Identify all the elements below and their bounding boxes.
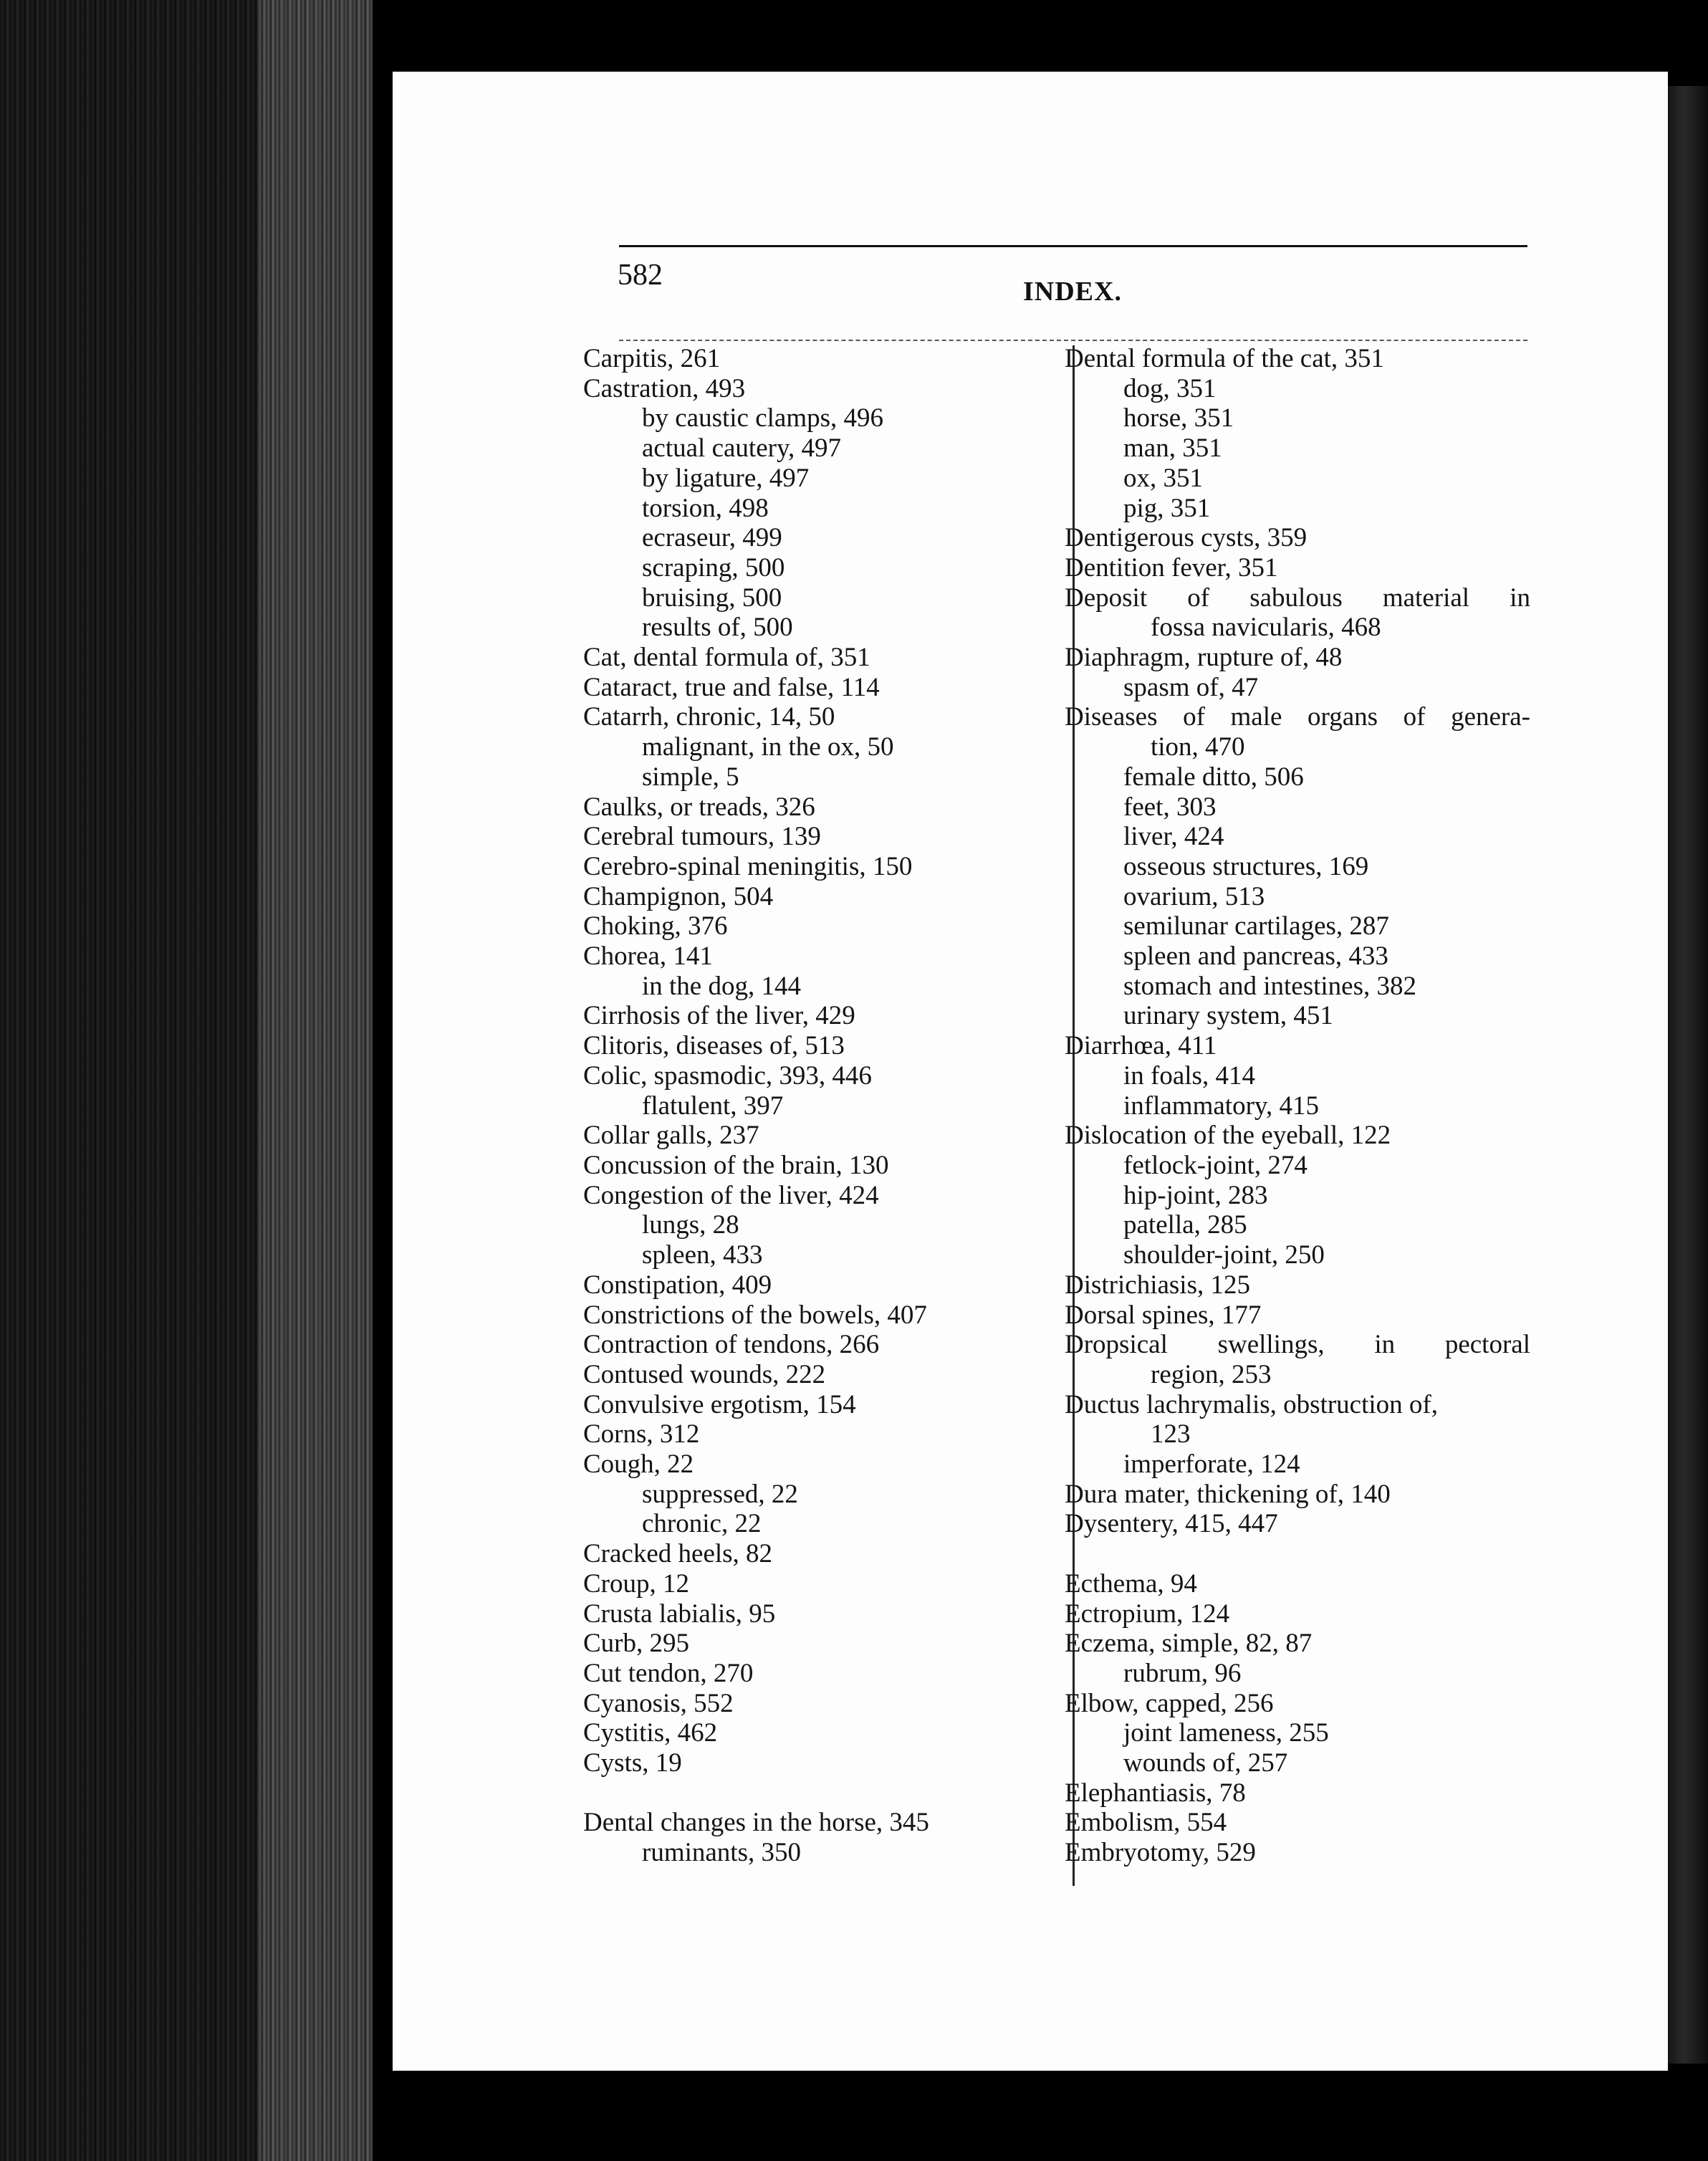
index-entry: Dropsical swellings, in pectoral: [1065, 1330, 1530, 1360]
index-entry: horse, 351: [1123, 403, 1234, 433]
index-entry: Dorsal spines, 177: [1065, 1300, 1262, 1330]
running-header: INDEX.: [1023, 277, 1122, 307]
index-entry: stomach and intestines, 382: [1123, 971, 1416, 1001]
index-entry: Croup, 12: [583, 1568, 689, 1599]
index-entry: Dental formula of the cat, 351: [1065, 344, 1384, 373]
index-entry: liver, 424: [1123, 822, 1224, 852]
index-entry: Deposit of sabulous material in: [1065, 583, 1530, 613]
index-entry: simple, 5: [642, 762, 739, 792]
index-entry: Embolism, 554: [1065, 1808, 1227, 1838]
index-entry: Colic, spasmodic, 393, 446: [583, 1060, 872, 1091]
index-entry: imperforate, 124: [1123, 1450, 1300, 1480]
index-entry: Concussion of the brain, 130: [583, 1150, 889, 1180]
index-entry: Districhiasis, 125: [1065, 1270, 1250, 1300]
index-entry: Dura mater, thickening of, 140: [1065, 1479, 1391, 1509]
index-entry: bruising, 500: [642, 583, 782, 613]
index-entry: by caustic clamps, 496: [642, 403, 884, 433]
index-entry: suppressed, 22: [642, 1479, 798, 1509]
index-entry: Elbow, capped, 256: [1065, 1688, 1274, 1718]
index-entry: scraping, 500: [642, 552, 785, 583]
index-entry: spleen and pancreas, 433: [1123, 941, 1388, 972]
index-entry: tion, 470: [1151, 732, 1245, 762]
index-entry: Dentition fever, 351: [1065, 552, 1278, 583]
index-entry: patella, 285: [1123, 1210, 1247, 1240]
index-entry: ruminants, 350: [642, 1838, 801, 1868]
index-entry: Cyanosis, 552: [583, 1688, 734, 1718]
index-entry: ox, 351: [1123, 463, 1203, 493]
index-entry: Congestion of the liver, 424: [583, 1180, 879, 1210]
index-entry: spleen, 433: [642, 1240, 763, 1270]
index-entry: Castration, 493: [583, 373, 746, 403]
index-entry: inflammatory, 415: [1123, 1091, 1319, 1121]
index-entry: Corns, 312: [583, 1419, 700, 1450]
index-entry: Cysts, 19: [583, 1748, 682, 1778]
right-page-edge: [1668, 86, 1708, 2064]
index-entry: Cut tendon, 270: [583, 1658, 754, 1688]
index-entry: female ditto, 506: [1123, 762, 1304, 792]
index-entry: in the dog, 144: [642, 971, 801, 1001]
index-entry: by ligature, 497: [642, 463, 810, 493]
index-entry: Cataract, true and false, 114: [583, 672, 880, 702]
index-entry: Cerebro-spinal meningitis, 150: [583, 851, 913, 881]
index-entry: semilunar cartilages, 287: [1123, 911, 1389, 941]
index-entry: man, 351: [1123, 433, 1222, 464]
index-entry: Cracked heels, 82: [583, 1539, 773, 1569]
index-entry: wounds of, 257: [1123, 1748, 1288, 1778]
page-edges: [0, 0, 373, 2161]
index-entry: Dental changes in the horse, 345: [583, 1808, 929, 1838]
index-entry: Dentigerous cysts, 359: [1065, 523, 1308, 553]
index-entry: rubrum, 96: [1123, 1658, 1242, 1688]
index-entry: spasm of, 47: [1123, 672, 1259, 702]
index-entry: results of, 500: [642, 613, 793, 643]
index-entry: Eczema, simple, 82, 87: [1065, 1629, 1313, 1659]
subheader-rule: [619, 340, 1527, 341]
index-entry: ovarium, 513: [1123, 881, 1265, 911]
index-entry: urinary system, 451: [1123, 1001, 1333, 1031]
index-entry: Diarrhœa, 411: [1065, 1031, 1217, 1061]
index-entry: Clitoris, diseases of, 513: [583, 1031, 845, 1061]
index-entry: Cat, dental formula of, 351: [583, 643, 870, 673]
index-entry: Contraction of tendons, 266: [583, 1330, 880, 1360]
index-entry: Diseases of male organs of genera-: [1065, 702, 1530, 732]
index-entry: Embryotomy, 529: [1065, 1838, 1256, 1868]
index-entry: Chorea, 141: [583, 941, 713, 972]
index-entry: fossa navicularis, 468: [1151, 613, 1381, 643]
index-entry: Ecthema, 94: [1065, 1568, 1197, 1599]
index-entry: Catarrh, chronic, 14, 50: [583, 702, 835, 732]
index-entry: Contused wounds, 222: [583, 1359, 826, 1389]
header-rule: [619, 245, 1527, 247]
index-entry: Collar galls, 237: [583, 1121, 759, 1151]
index-column-right: [1065, 344, 1530, 1868]
index-entry: ecraseur, 499: [642, 523, 782, 553]
index-entry: hip-joint, 283: [1123, 1180, 1268, 1210]
index-entry: Cirrhosis of the liver, 429: [583, 1001, 855, 1031]
index-entry: Caulks, or treads, 326: [583, 792, 815, 822]
index-entry: Convulsive ergotism, 154: [583, 1389, 856, 1419]
index-entry: Diaphragm, rupture of, 48: [1065, 643, 1343, 673]
index-entry: flatulent, 397: [642, 1091, 784, 1121]
index-entry: Champignon, 504: [583, 881, 774, 911]
index-column-left: [583, 344, 1056, 1868]
index-entry: Constipation, 409: [583, 1270, 772, 1300]
index-entry: lungs, 28: [642, 1210, 739, 1240]
page-number: 582: [618, 259, 663, 292]
index-entry: Dysentery, 415, 447: [1065, 1509, 1278, 1539]
index-entry: Carpitis, 261: [583, 344, 721, 373]
index-entry: Elephantiasis, 78: [1065, 1778, 1246, 1808]
index-entry: malignant, in the ox, 50: [642, 732, 894, 762]
index-entry: region, 253: [1151, 1359, 1272, 1389]
index-entry: feet, 303: [1123, 792, 1217, 822]
index-entry: Choking, 376: [583, 911, 728, 941]
index-entry: shoulder-joint, 250: [1123, 1240, 1325, 1270]
index-entry: 123: [1151, 1419, 1191, 1450]
index-entry: joint lameness, 255: [1123, 1718, 1329, 1748]
index-entry: in foals, 414: [1123, 1060, 1255, 1091]
index-entry: fetlock-joint, 274: [1123, 1150, 1308, 1180]
index-entry: Constrictions of the bowels, 407: [583, 1300, 927, 1330]
index-entry: Cystitis, 462: [583, 1718, 718, 1748]
index-entry: Ductus lachrymalis, obstruction of,: [1065, 1389, 1438, 1419]
index-entry: Cerebral tumours, 139: [583, 822, 821, 852]
index-entry: Cough, 22: [583, 1450, 694, 1480]
index-entry: osseous structures, 169: [1123, 851, 1369, 881]
index-entry: Crusta labialis, 95: [583, 1599, 776, 1629]
index-entry: pig, 351: [1123, 493, 1211, 523]
index-entry: torsion, 498: [642, 493, 769, 523]
index-entry: Ectropium, 124: [1065, 1599, 1230, 1629]
index-entry: dog, 351: [1123, 373, 1217, 403]
index-entry: Dislocation of the eyeball, 122: [1065, 1121, 1391, 1151]
index-entry: chronic, 22: [642, 1509, 762, 1539]
index-entry: Curb, 295: [583, 1629, 689, 1659]
index-entry: actual cautery, 497: [642, 433, 842, 464]
